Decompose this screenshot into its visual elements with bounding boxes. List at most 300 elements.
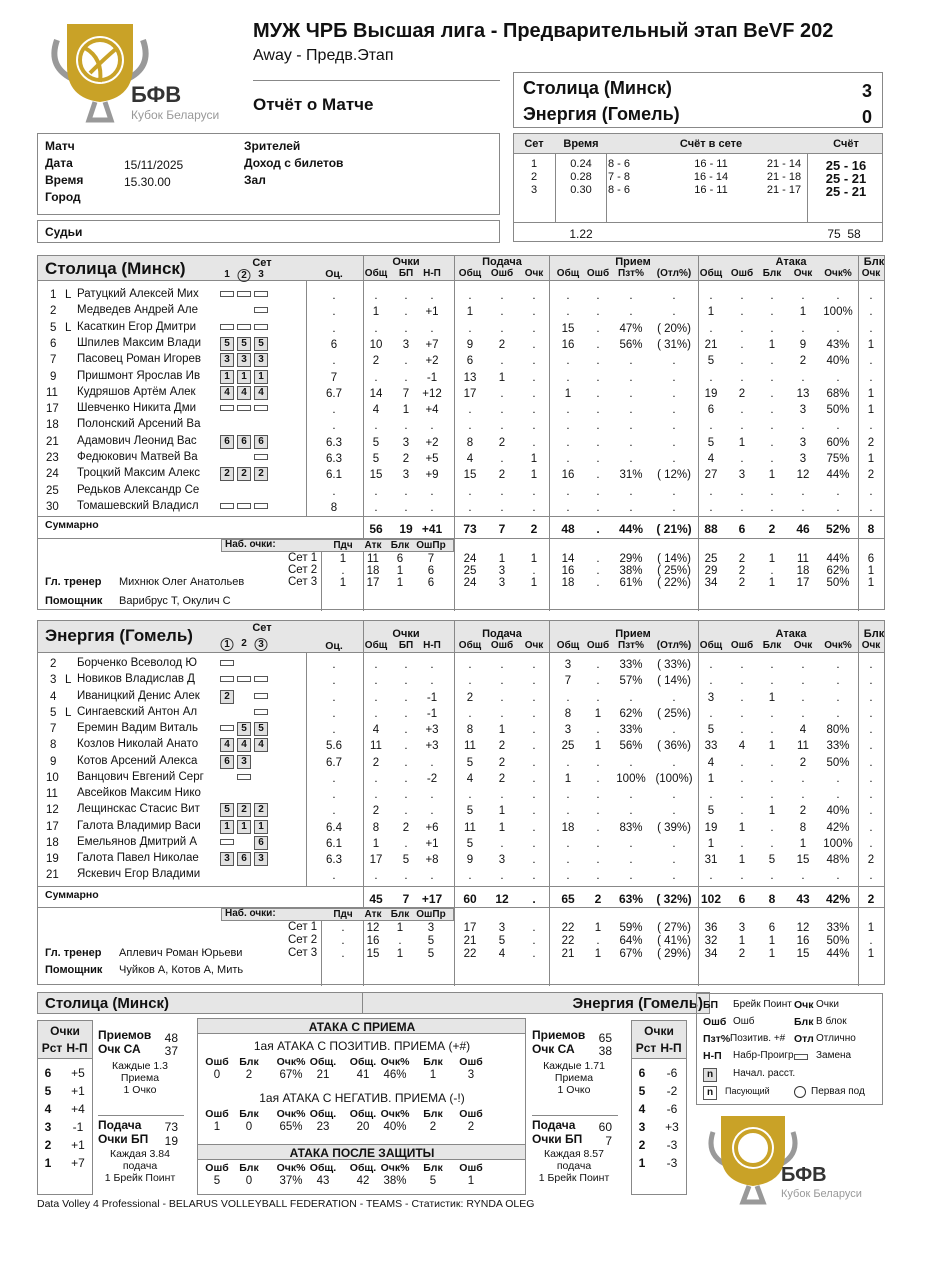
stat-cell: . (740, 420, 744, 433)
stat-cell: 2 (867, 469, 875, 482)
substitution-icon (237, 291, 251, 297)
player-name: Галота Павел Николае (77, 852, 199, 864)
stat-cell: . (532, 821, 536, 834)
stat-cell: +1 (425, 306, 439, 319)
table-row (38, 737, 884, 753)
substitution-icon (254, 405, 268, 411)
set-stat-cell: . (532, 935, 536, 947)
stat-cell: . (468, 707, 472, 720)
set-stat-cell: 50% (826, 935, 850, 947)
stat-cell: . (332, 659, 336, 671)
stat-cell: . (836, 485, 840, 498)
attack-value: 65% (279, 1121, 303, 1133)
stat-cell: 33% (619, 724, 643, 736)
stat-cell: . (709, 707, 713, 720)
set-stat-cell: 15 (366, 948, 380, 960)
divider (532, 1115, 618, 1116)
stat-cell: 1 (768, 691, 776, 704)
stat-cell: . (404, 675, 408, 688)
bp-value: 19 (164, 1134, 178, 1148)
stat-cell: . (596, 404, 600, 417)
player-number: 1 (50, 289, 57, 301)
summary-label: Суммарно (45, 889, 99, 901)
stat-cell: 33% (826, 740, 850, 753)
set-stat-cell: 21 (463, 935, 477, 947)
stat-cell: 4 (466, 772, 474, 785)
stat-cell: 14 (369, 387, 383, 400)
rotation-number: 6 (638, 1066, 646, 1080)
col-sub-header: Общ (699, 640, 723, 651)
legend-abbr: Ошб (703, 1016, 727, 1028)
first-serve-set-number (221, 638, 234, 651)
receptions-value: 48 (164, 1031, 178, 1045)
stat-cell: . (500, 659, 504, 671)
stat-cell: . (740, 772, 744, 785)
set-stat-cell: 1 (396, 565, 404, 577)
stat-cell: . (672, 290, 676, 302)
stat-cell: . (801, 371, 805, 384)
substitution-icon (254, 454, 268, 460)
stat-cell: . (740, 659, 744, 671)
summary-cell: 8 (867, 522, 875, 536)
col-sub-header: Очк% (824, 640, 852, 651)
stat-cell: . (532, 387, 536, 400)
col-sub-header: (Отл%) (656, 640, 692, 651)
stat-cell: . (404, 691, 408, 704)
stat-cell: 2 (799, 756, 807, 769)
stat-cell: . (629, 420, 633, 433)
attack-col-header: Ошб (205, 1108, 229, 1120)
rotation-balance: -3 (666, 1156, 678, 1170)
stat-cell: 16 (561, 338, 575, 351)
attack-col-header: Очк% (276, 1162, 306, 1174)
stat-cell: 3 (738, 469, 746, 482)
summary-cell: . (596, 522, 600, 536)
table-row (38, 369, 884, 385)
stat-cell: . (596, 789, 600, 801)
stat-cell: . (430, 501, 434, 514)
col-set-progress: Счёт в сете (679, 138, 743, 150)
summary-cell: 2 (530, 522, 538, 536)
set-stat-cell: 7 (427, 553, 435, 565)
substitution-icon (220, 676, 234, 682)
set-stat-cell: 16 (796, 935, 810, 947)
starting-position-box: 2 (237, 803, 251, 817)
starting-position-box: 6 (220, 755, 234, 769)
summary-cell: 2 (768, 522, 776, 536)
stat-cell: . (801, 870, 805, 883)
stat-cell: 15 (369, 469, 383, 482)
stat-cell: +1 (425, 837, 439, 850)
stat-cell: . (566, 355, 570, 368)
bottom-home-name: Столица (Минск) (45, 995, 170, 1012)
note: 1 Очко (123, 1084, 157, 1096)
stat-cell: . (596, 485, 600, 498)
set-number: 3 (530, 184, 538, 196)
divider (38, 516, 884, 517)
stat-cell: 6.1 (326, 837, 342, 850)
substitution-icon (220, 405, 234, 411)
stat-cell: . (836, 659, 840, 671)
set-stat-cell: 14 (561, 553, 575, 565)
stat-cell: 6 (330, 338, 338, 351)
stat-cell: 3 (799, 436, 807, 449)
stat-cell: . (430, 420, 434, 433)
stat-cell: 7 (564, 675, 572, 688)
col-group-attack: Атака (775, 256, 807, 268)
legend-abbr: Блк (794, 1016, 814, 1028)
coach-name: Аплевич Роман Юрьеви (119, 947, 243, 959)
player-name: Борченко Всеволод Ю (77, 657, 198, 669)
set-stat-cell: 1 (867, 922, 875, 934)
summary-cell: 48 (561, 522, 575, 536)
summary-cell: 7 (498, 522, 506, 536)
referees-label: Судьи (45, 225, 83, 239)
stat-cell: 1 (498, 371, 506, 384)
attack-col-header: Общ. (349, 1108, 377, 1120)
set-partial-score: 8 - 6 (607, 158, 631, 170)
set-duration: 0.28 (570, 171, 592, 183)
set-stat-cell: . (532, 922, 536, 934)
stat-cell: 2 (799, 355, 807, 368)
stat-cell: . (596, 854, 600, 866)
set-stat-cell: 11 (797, 553, 809, 565)
stat-cell: . (836, 870, 840, 883)
stat-cell: 5 (372, 453, 380, 465)
stat-cell: . (596, 469, 600, 482)
stat-cell: ( 39%) (657, 821, 691, 834)
stat-cell: . (332, 772, 336, 785)
stat-cell: 2 (402, 453, 410, 465)
stat-cell: . (430, 675, 434, 688)
stat-cell: 3 (564, 724, 572, 736)
stat-cell: . (770, 837, 774, 850)
time-value: 15.30.00 (124, 175, 171, 189)
player-number: 3 (50, 674, 57, 687)
stat-cell: 5 (466, 837, 474, 850)
stat-cell: 3 (564, 659, 572, 671)
stat-cell: . (770, 371, 774, 384)
stat-cell: . (672, 854, 676, 866)
set-stat-cell: 18 (366, 565, 380, 577)
stat-cell: . (404, 837, 408, 850)
set-stat-cell: . (341, 935, 345, 947)
stat-cell: . (740, 355, 744, 368)
set-stat-cell: 6 (396, 553, 404, 565)
stat-cell: 2 (498, 338, 506, 351)
table-row (38, 819, 884, 835)
player-name: Шевченко Никита Дми (77, 402, 197, 415)
attack-value: 5 (429, 1175, 437, 1187)
set-stat-cell: 32 (704, 935, 718, 947)
stat-cell: . (629, 854, 633, 866)
home-team-name: Столица (Минск) (523, 78, 672, 98)
player-number: 17 (46, 820, 59, 833)
set-stat-cell: 3 (738, 922, 746, 934)
set-duration: 0.24 (570, 158, 592, 170)
table-row (38, 320, 884, 336)
stat-cell: . (596, 659, 600, 671)
stat-cell: 1 (768, 805, 776, 818)
stat-cell: . (332, 322, 336, 335)
stat-cell: 4 (466, 453, 474, 465)
stat-cell: . (672, 756, 676, 769)
stat-cell: 50% (826, 404, 850, 417)
player-number: 25 (46, 484, 59, 497)
stat-cell: 33% (619, 659, 643, 671)
stat-cell: . (532, 371, 536, 384)
col-oc: Оц. (325, 268, 343, 280)
stat-cell: 1 (498, 821, 506, 834)
stat-cell: . (532, 707, 536, 720)
legend-abbr: БП (703, 999, 719, 1011)
nab-col-header: ОшПр (416, 540, 446, 551)
set-stat-cell: 22 (561, 922, 575, 934)
stat-cell: . (532, 659, 536, 671)
stat-cell: 1 (594, 740, 602, 753)
stat-cell: 57% (619, 675, 643, 688)
stat-cell: . (770, 355, 774, 368)
stat-cell: . (770, 772, 774, 785)
stat-cell: . (869, 870, 873, 883)
attack-col-header: Ошб (459, 1162, 483, 1174)
stat-cell: . (869, 707, 873, 720)
set-row-label: Сет 1 (288, 552, 318, 564)
coach-label: Гл. тренер (45, 947, 102, 959)
set-stat-cell: 6 (427, 565, 435, 577)
stat-cell: 5 (372, 436, 380, 449)
attack-value: 43 (316, 1175, 330, 1187)
report-title: Отчёт о Матче (253, 95, 374, 114)
stat-cell: 31 (704, 854, 718, 866)
time-label: Время (45, 173, 84, 187)
summary-cell: 102 (700, 892, 722, 906)
player-number: 9 (50, 370, 57, 383)
stat-cell: 1 (867, 387, 875, 400)
ca-label: Очк СА (532, 1042, 575, 1056)
table-row (38, 672, 884, 688)
stat-cell: . (770, 675, 774, 688)
stat-cell: . (500, 485, 504, 498)
set-row-label: Сет 1 (288, 921, 318, 933)
stat-cell: . (500, 387, 504, 400)
stat-cell: . (740, 290, 744, 302)
table-row (38, 721, 884, 737)
col-sub-header: БП (398, 640, 414, 651)
stat-cell: +8 (425, 854, 439, 866)
starting-position-box: 4 (254, 738, 268, 752)
summary-cell: 8 (768, 892, 776, 906)
substitution-icon (254, 324, 268, 330)
stat-cell: . (468, 870, 472, 883)
stat-cell: +7 (425, 338, 439, 351)
stat-cell: . (468, 420, 472, 433)
stat-cell: 4 (707, 453, 715, 465)
libero-marker: L (65, 706, 72, 719)
set-stat-cell: . (341, 922, 345, 934)
logo-subtitle: Кубок Беларуси (131, 108, 220, 122)
player-name: Пришмонт Ярослав Ив (77, 369, 201, 382)
stat-cell: 75% (826, 453, 850, 465)
starting-position-box: 5 (220, 337, 234, 351)
set-stat-cell: 25 (463, 565, 477, 577)
stat-cell: . (836, 707, 840, 720)
serve-label: Подача (98, 1118, 142, 1132)
stat-cell: . (836, 675, 840, 688)
rotation-number: 2 (44, 1138, 52, 1152)
stat-cell: 16 (561, 469, 575, 482)
set-stat-cell: 59% (619, 922, 643, 934)
stat-cell: . (404, 485, 408, 498)
stat-cell: 6.7 (326, 387, 342, 400)
stat-cell: . (801, 659, 805, 671)
stat-cell: 4 (372, 724, 380, 736)
column-divider (321, 921, 322, 986)
stat-cell: 40% (826, 355, 850, 368)
player-name: Лещинскас Стасис Вит (77, 803, 200, 816)
stat-cell: . (374, 789, 378, 801)
set-stat-cell: . (398, 935, 402, 947)
stat-cell: 1 (707, 772, 715, 785)
rotation-balance: +1 (71, 1084, 85, 1098)
stat-cell: . (532, 691, 536, 704)
stat-cell: 1 (799, 837, 807, 850)
stat-cell: . (532, 322, 536, 335)
stat-cell: . (801, 707, 805, 720)
table-row (38, 802, 884, 818)
col-group-block: Блк (863, 628, 885, 640)
set-stat-cell: 12 (796, 922, 810, 934)
stat-cell: ( 25%) (657, 707, 691, 720)
stat-cell: . (770, 707, 774, 720)
stat-cell: 9 (466, 338, 474, 351)
table-row (38, 689, 884, 705)
stat-cell: . (672, 870, 676, 883)
stat-cell: . (801, 420, 805, 433)
stat-cell: . (374, 485, 378, 498)
stat-cell: . (836, 290, 840, 302)
stat-cell: . (430, 659, 434, 671)
set-stat-cell: 3 (427, 922, 435, 934)
stat-cell: . (709, 675, 713, 688)
stat-cell: . (770, 485, 774, 498)
starting-position-box: 6 (254, 435, 268, 449)
stat-cell: . (709, 501, 713, 514)
summary-cell: ( 32%) (656, 892, 692, 906)
set-stat-cell: 4 (498, 948, 506, 960)
libero-marker: L (65, 674, 72, 687)
stat-cell: . (500, 306, 504, 319)
attack-col-header: Блк (239, 1162, 259, 1174)
col-group-reception: Прием (615, 256, 651, 268)
stat-cell: . (629, 290, 633, 302)
home-team-stats (37, 255, 885, 610)
summary-cell: 42% (825, 892, 851, 906)
summary-cell: 45 (369, 892, 383, 906)
stat-cell: . (566, 756, 570, 769)
set-row-label: Сет 3 (288, 947, 318, 959)
stat-cell: . (629, 355, 633, 368)
starting-position-icon: n (703, 1068, 717, 1082)
attack-col-header: Общ. (309, 1056, 337, 1068)
col-sub-header: Очк (524, 640, 544, 651)
set-row-label: Сет 3 (288, 576, 318, 588)
stat-cell: . (532, 805, 536, 818)
stat-cell: 1 (738, 436, 746, 449)
stat-cell: . (404, 740, 408, 753)
away-sets-won: 0 (861, 107, 872, 127)
stat-cell: . (332, 485, 336, 498)
stat-cell: . (374, 501, 378, 514)
attack-value: 2 (429, 1121, 437, 1133)
attack-col-header: Блк (239, 1056, 259, 1068)
stat-cell: . (500, 691, 504, 704)
stat-cell: . (430, 870, 434, 883)
starting-position-box: 3 (254, 353, 268, 367)
logo-top (45, 18, 235, 128)
attack-col-header: Общ. (309, 1162, 337, 1174)
attack-value: 0 (245, 1121, 253, 1133)
set-stat-cell: 1 (530, 553, 538, 565)
attack-col-header: Очк% (276, 1056, 306, 1068)
stat-cell: . (596, 306, 600, 319)
starting-position-box: 4 (220, 386, 234, 400)
stat-cell: . (500, 355, 504, 368)
player-name: Томашевский Владисл (77, 499, 199, 512)
stat-cell: 2 (498, 756, 506, 769)
col-sub-header: Общ (364, 640, 388, 651)
legend-abbr: Пзт% (703, 1033, 731, 1045)
stat-cell: . (374, 691, 378, 704)
summary-cell: ( 21%) (656, 522, 692, 536)
stat-cell: 1 (372, 837, 380, 850)
stat-cell: . (404, 772, 408, 785)
city-label: Город (45, 190, 81, 204)
stat-cell: . (672, 453, 676, 465)
stat-cell: . (596, 870, 600, 883)
set-number: 1 (224, 269, 230, 280)
stat-cell: 8 (466, 724, 474, 736)
stat-cell: . (596, 821, 600, 834)
stat-cell: . (770, 290, 774, 302)
stat-cell: . (770, 387, 774, 400)
stat-cell: (100%) (655, 772, 693, 785)
table-row (38, 303, 884, 319)
stat-cell: . (332, 675, 336, 688)
stat-cell: . (709, 659, 713, 671)
col-sub-header: Н-П (423, 640, 441, 651)
set-stat-cell: 22 (463, 948, 477, 960)
attack-col-header: Очк% (276, 1108, 306, 1120)
attack-value: 20 (356, 1121, 370, 1133)
stat-cell: . (770, 789, 774, 801)
match-info (37, 133, 500, 215)
set-stat-cell: 25 (704, 553, 718, 565)
stat-cell: . (374, 707, 378, 720)
rotation-title: Очки (644, 1024, 674, 1038)
stat-cell: . (566, 805, 570, 818)
legend-text: В блок (816, 1016, 847, 1027)
starting-position-box: 3 (237, 755, 251, 769)
set-stat-cell: 1 (530, 577, 538, 589)
set-stat-cell: 22 (561, 935, 575, 947)
stat-cell: . (374, 772, 378, 785)
stat-cell: 11 (464, 740, 476, 753)
stat-cell: . (869, 805, 873, 818)
set-stat-cell: ( 25%) (657, 565, 691, 577)
stat-cell: . (532, 501, 536, 514)
rotation-number: 2 (638, 1138, 646, 1152)
